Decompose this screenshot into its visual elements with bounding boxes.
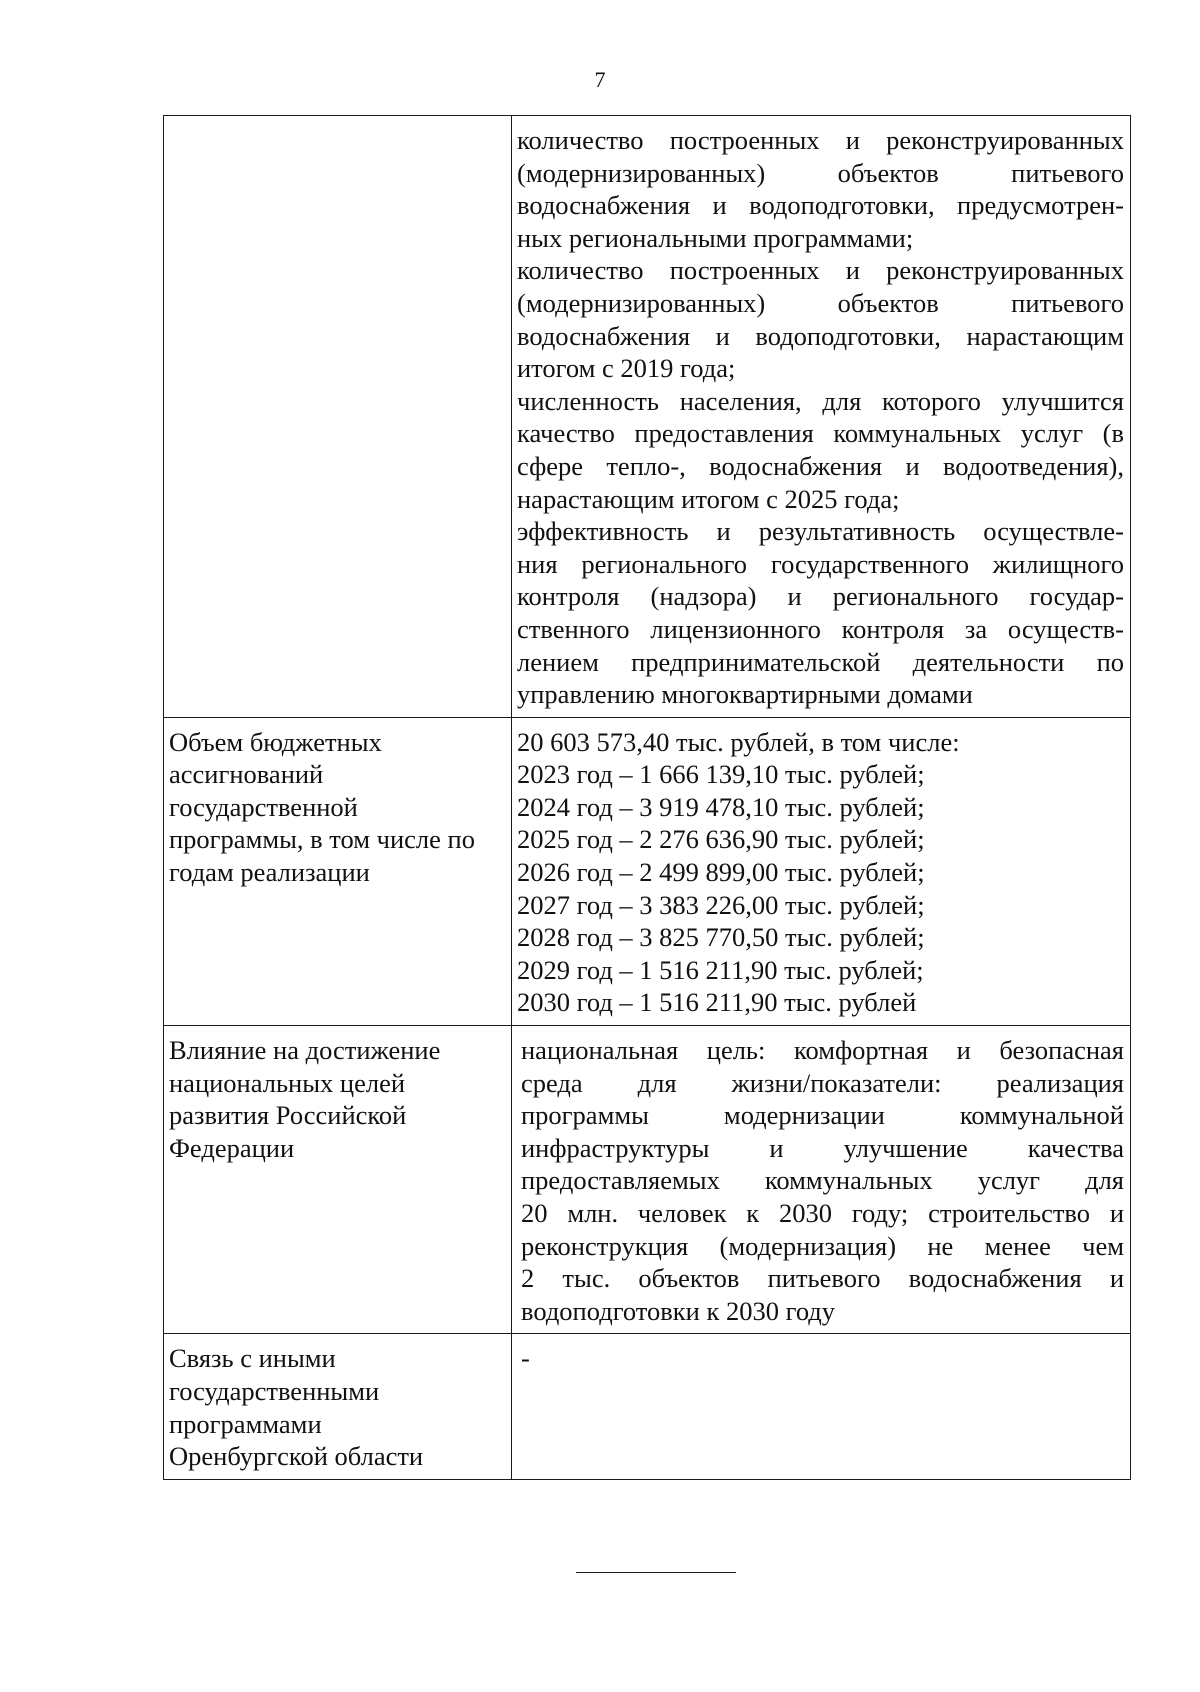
indicators-line: ственного лицензионного контроля за осуществ- xyxy=(517,613,1124,644)
other-programs-label-line: Связь с иными xyxy=(169,1343,336,1374)
program-passport-table xyxy=(163,115,1131,1480)
indicators-line: (модернизированных) объектов питьевого xyxy=(517,287,1124,318)
budget-label-line: ассигнований xyxy=(169,759,324,790)
budget-year-line: 2027 год – 3 383 226,00 тыс. рублей; xyxy=(517,889,925,920)
table-row-other-programs xyxy=(164,1334,1131,1479)
national-goals-line: среда для жизни/показатели: реализация xyxy=(521,1067,1124,1098)
budget-year-line: 2029 год – 1 516 211,90 тыс. рублей; xyxy=(517,954,924,985)
indicators-line: ния регионального государственного жилищного xyxy=(517,548,1124,579)
national-goals-line: программы модернизации коммунальной xyxy=(521,1100,1124,1131)
footer-separator-line xyxy=(576,1572,736,1573)
national-goals-line: 2 тыс. объектов питьевого водоснабжения и xyxy=(521,1263,1124,1294)
national-goals-label-line: национальных целей xyxy=(169,1067,406,1098)
budget-year-line: 2026 год – 2 499 899,00 тыс. рублей; xyxy=(517,857,925,888)
table-row-indicators xyxy=(164,116,1131,718)
budget-total-line: 20 603 573,40 тыс. рублей, в том числе: xyxy=(517,726,960,757)
national-goals-line: национальная цель: комфортная и безопасная xyxy=(521,1035,1124,1066)
indicators-line: количество построенных и реконструированных xyxy=(517,255,1124,286)
other-programs-label-cell xyxy=(164,1334,512,1479)
budget-label-line: Объем бюджетных xyxy=(169,726,382,757)
indicators-line: управлению многоквартирными домами xyxy=(517,679,973,710)
national-goals-line: инфраструктуры и улучшение качества xyxy=(521,1132,1124,1163)
indicators-line: ных региональными программами; xyxy=(517,222,914,253)
other-programs-label-line: программами xyxy=(169,1408,322,1439)
indicators-line: итогом с 2019 года; xyxy=(517,353,736,384)
indicators-line: качество предоставления коммунальных услуг (в xyxy=(517,418,1124,449)
other-programs-label-line: Оренбургской области xyxy=(169,1441,424,1472)
table-row-national-goals xyxy=(164,1026,1131,1334)
national-goals-label-line: Федерации xyxy=(169,1132,295,1163)
indicators-line: водоснабжения и водоподготовки, нарастающим xyxy=(517,320,1124,351)
indicators-line: лением предпринимательской деятельности по xyxy=(517,646,1124,677)
page-number: 7 xyxy=(594,67,606,92)
budget-label-line: годам реализации xyxy=(169,857,370,888)
indicators-label-cell xyxy=(164,116,512,718)
indicators-line: сфере тепло-, водоснабжения и водоотведения), xyxy=(517,450,1124,481)
national-goals-line: предоставляемых коммунальных услуг для xyxy=(521,1165,1124,1196)
other-programs-value-cell xyxy=(512,1334,1131,1479)
national-goals-label-cell xyxy=(164,1026,512,1334)
national-goals-value-cell xyxy=(512,1026,1131,1334)
national-goals-label-line: развития Российской xyxy=(169,1100,407,1131)
indicators-line: нарастающим итогом с 2025 года; xyxy=(517,483,900,514)
national-goals-line: водоподготовки к 2030 году xyxy=(521,1295,836,1326)
national-goals-line: реконструкция (модернизация) не менее чем xyxy=(521,1230,1124,1261)
indicators-line: (модернизированных) объектов питьевого xyxy=(517,157,1124,188)
budget-year-line: 2028 год – 3 825 770,50 тыс. рублей; xyxy=(517,922,925,953)
budget-year-line: 2025 год – 2 276 636,90 тыс. рублей; xyxy=(517,824,925,855)
indicators-value-cell xyxy=(512,116,1131,718)
indicators-line: количество построенных и реконструированных xyxy=(517,125,1124,155)
budget-year-line: 2024 год – 3 919 478,10 тыс. рублей; xyxy=(517,791,925,822)
national-goals-label-line: Влияние на достижение xyxy=(169,1035,441,1066)
indicators-line: водоснабжения и водоподготовки, предусмотрен- xyxy=(517,190,1124,221)
budget-label-line: государственной xyxy=(169,791,358,822)
budget-label-line: программы, в том числе по xyxy=(169,824,475,855)
indicators-line: численность населения, для которого улучшится xyxy=(517,385,1124,416)
indicators-line: эффективность и результативность осуществле- xyxy=(517,516,1124,547)
budget-value-cell xyxy=(512,717,1131,1025)
other-programs-label-line: государственными xyxy=(169,1375,380,1406)
other-programs-value: - xyxy=(521,1343,530,1374)
budget-label-cell xyxy=(164,717,512,1025)
indicators-line: контроля (надзора) и регионального государ- xyxy=(517,581,1124,612)
budget-year-line: 2023 год – 1 666 139,10 тыс. рублей; xyxy=(517,759,925,790)
table-row-budget xyxy=(164,717,1131,1025)
national-goals-line: 20 млн. человек к 2030 году; строительство и xyxy=(521,1198,1124,1228)
budget-year-line: 2030 год – 1 516 211,90 тыс. рублей xyxy=(517,987,917,1018)
